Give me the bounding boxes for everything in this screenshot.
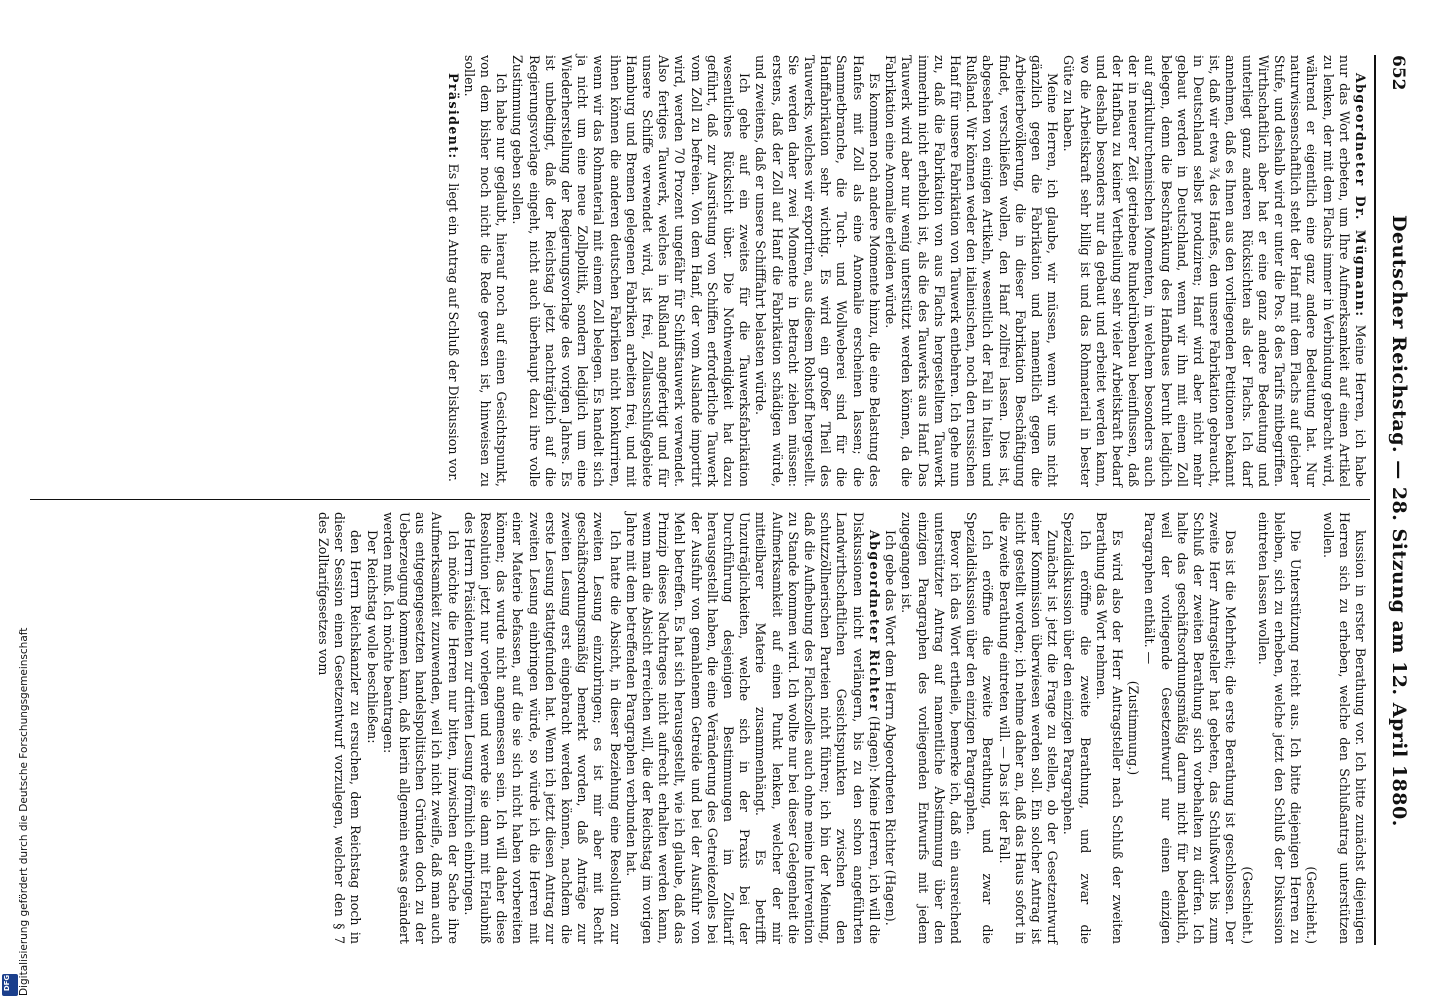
paragraph-text: Bevor ich das Wort ertheile, bemerke ich, daß ein ausreichend unterstützter Antrag auf namentliche Abstimmung über den einzigen Paragraphen des vorliegenden Entwurfs mit jedem zugegangen ist. xyxy=(899,512,963,944)
paragraph-text: Es kommen noch andere Momente hinzu, die eine Belastung des Hanfes mit Zoll als eine Anomalie erscheinen lassen; die Sammetbranche, die Tuch- und Wollweberei sind für die Hanffabrikation sehr wichtig. Es wird ein großer Theil des Tauwerks, welches wir exportiren, aus diesem Rohstoff hergestellt. Sie werden daher zwei Momente in Betracht ziehen müssen: erstens, daß der Zoll auf Hanf die Fabrikation schädigen würde, und zweitens, daß er unsere Schifffahrt belasten würde. xyxy=(753,55,882,487)
paragraph-text: Meine Herren, ich habe nur das Wort erbeten, um Ihre Aufmerksamkeit auf einen Artikel zu lenken, der mit dem Flachs immer in Verbindung gebracht wird, während er eigentlich eine ganz andere Bedeutung hat. Nur naturwissenschaftlich steht der Hanf mit dem Flachs auf gleicher Stufe, und deshalb wird er unter die Pos. 8 des Tarifs mitbegriffen. Wirthschaftlich aber hat er eine ganz andere Bedeutung und unterliegt ganz anderen Rücksichten als der Flachs. Ich darf annehmen, daß es Ihnen aus den vorliegenden Petitionen bekannt ist, daß wir etwa ¾ des Hanfes, den unsere Fabrikation gebraucht, in Deutschland selbst produziren; Hanf wird aber nicht mehr gebaut werden in Deutschland, wenn wir ihn mit einem Zoll belegen, denn die Beschränkung des Hanfbaues beruht lediglich auf agrikulturchemischen Momenten, in welchem besonders auch der in neuerer Zeit getriebene Runkelrübenbau beeinflussen, daß der Hanfbau zu keiner Vertheilung sehr vieler Arbeitskraft bedarf und deshalb besonders nur da gebaut und erbeitet werden kann, wo die Arbeitskraft sehr billig ist und das Rohmaterial in bester Güte zu haben. xyxy=(1061,55,1368,487)
paragraph-text: Ich möchte die Herren nur bitten, inzwischen der Sache ihre Aufmerksamkeit zuzuwenden, weil ich nicht zweifle, daß man auch aus entgegengesetzten handelspolitischen Gründen doch zu der Ueberzeugung kommen kann, daß hierin allgemein etwas geändert werden muß. Ich möchte beantragen: xyxy=(380,512,461,944)
paragraph xyxy=(461,512,623,944)
paragraph-text: (Hagen): Meine Herren, ich will die Diskussionen nicht verlängern, bis zu den schon angeführten Landwirthschaftlichen Gesichtspunkten zwischen den schutzzöllnerischen Parteien nicht führen; ich bin der Meinung, daß die Aufhebung des Flachszolles auch ohne meine Intervention zu Stande kommen wird. Ich wollte nur bei dieser Gelegenheit die Aufmerksamkeit auf einen Punkt lenken, welcher der mir mitteilbarer Materie zusammenhängt. Es betrifft Unzuträglichkeiten, welche sich in der Praxis bei der Durchführung desjenigen Bestimmungen im Zolltarif herausgestellt haben, die eine Veränderung des Getreidezolles bei der Ausfuhr von gemahlenem Getreide und bei der Ausfuhr von Mehl betreffen. Es hat sich herausgestellt, wie ich glaube, daß das Prinzip dieses Nachtrages nicht aufrecht erhalten werden kann, wenn man die Absicht erreichen will, die der Reichstag im vorigen Jahre mit dem betreffenden Paragraphen verbunden hat. xyxy=(623,512,882,944)
paragraph xyxy=(882,512,898,944)
paragraph xyxy=(1319,512,1368,944)
paragraph xyxy=(1141,512,1238,944)
paragraph-text: Es wird also der Herr Antragsteller nach Schluß der zweiten Berathung das Wort nehmen. xyxy=(1093,512,1125,944)
paragraph xyxy=(1255,512,1304,944)
speaker-name: Präsident: xyxy=(445,73,461,160)
paragraph xyxy=(752,55,882,487)
page-header xyxy=(1374,55,1416,945)
paragraph xyxy=(315,512,364,944)
left-column xyxy=(444,55,1368,487)
right-column xyxy=(315,512,1368,944)
paragraph xyxy=(1093,512,1125,944)
paragraph-text: Die Unterstützung reicht aus. Ich bitte diejenigen Herren zu bleiben, sich zu erheben, welche jetzt den Schluß der Diskussion eintreten lassen wollen. xyxy=(1255,512,1304,944)
paragraph xyxy=(623,512,882,944)
paragraph-text: Ich habe nur geglaubt, hierauf noch auf einen Gesichtspunkt, von dem bisher noch nicht die Rede gewesen ist, hinweisen zu sollen. xyxy=(461,55,510,487)
running-head: Deutscher Reichstag. — 28. Sitzung am 12. April 1880. xyxy=(1388,215,1410,827)
paragraph-text: Das ist die Mehrheit; die erste Berathung ist geschlossen. Der zweite Herr Antragsteller hat gebeten, das Schlußwort bis zum Schluß der zweiten Berathung sich vorbehalten zu dürfen. Ich halte das geschäftsordnungsmäßig darum nicht für bedenklich, weil der vorliegende Gesetzentwurf nur einen einzigen Paragraphen enthält. — xyxy=(1142,512,1239,944)
paragraph-text: Ich eröffne die zweite Berathung, und zwar die Spezialdiskussion über den einzigen Paragraphen. xyxy=(964,512,996,944)
paragraph-text: Ich eröffne die zweite Berathung, und zwar die Spezialdiskussion über den einzigen Paragraphen. xyxy=(1061,512,1093,944)
paragraph-text: Es liegt ein Antrag auf Schluß der Diskussion vor. xyxy=(445,163,461,482)
paragraph xyxy=(444,55,460,487)
paragraph-text: (Geschieht.) xyxy=(1239,866,1255,944)
paragraph xyxy=(363,512,379,944)
paragraph xyxy=(461,55,510,487)
paragraph xyxy=(1060,55,1368,487)
paragraph-text: Ich gebe das Wort dem Herrn Abgeordneten Richter (Hagen). xyxy=(883,530,899,926)
page-number: 652 xyxy=(1388,55,1408,91)
credit-text: Digitalisierung gefördert durch die Deutsche Forschungsgemeinschaft xyxy=(18,627,30,996)
digitization-credit xyxy=(4,627,30,996)
paragraph-text: Ich hatte die Absicht, in dieser Beziehung eine Resolution zur zweiten Lesung einzubringen; es ist mir aber mit Recht geschäftsordnungsmäßig bemerkt worden, daß Anträge zur zweiten Lesung erst eingebracht werden können, nachdem die erste Lesung stattgefunden hat. Wenn ich jetzt diesen Antrag zur zweiten Lesung einbringen würde, so würde ich die Herren mit einer Materie befassen, auf die sie sich nicht haben vorbereiten können; das wurde nicht angemessen sein. Ich will daher diese Resolution jetzt nur vorlegen und werde sie dann mit Erlaubniß des Herrn Präsidenten zur dritten Lesung förmlich einbringen. xyxy=(461,512,623,944)
paragraph-text: (Geschieht.) xyxy=(1304,866,1320,944)
paragraph xyxy=(995,512,1060,944)
paragraph-text: Der Reichstag wolle beschließen: xyxy=(364,530,380,744)
paragraph-text: (Zustimmung.) xyxy=(1126,680,1142,776)
paragraph xyxy=(898,512,963,944)
paragraph xyxy=(882,55,1060,487)
paragraph-text: Meine Herren, ich glaube, wir müssen, wenn wir uns nicht gänzlich gegen die Fabrikation und namentlich gegen die Arbeiterbevölkerung, die in dieser Fabrikation Beschäftigung findet, verschließen wollen, den Hanf zollfrei lassen. Dies ist, abgesehen von einigen Artikeln, wesentlich der Fall in Italien und Rußland. Wir können weder den italienischen, noch den russischen Hanf für unsere Fabrikation von Tauwerk entbehren. Ich gehe nun zu, daß die Fabrikation von aus Flachs hergestelltem Tauwerk immerhin nicht erheblich ist, als die des Tauwerks aus Hanf. Das Tauwerk wird aber nur wenig unterstützt werden können, da die Fabrikation eine Anomalie erleiden würde. xyxy=(883,55,1061,487)
paragraph xyxy=(1060,512,1092,944)
speaker-name: Abgeordneter Richter xyxy=(866,530,882,712)
paragraph-text: kussion in erster Berathung vor. Ich bitte zunächst diejenigen Herren sich zu erheben, welche den Schlußantrag unterstützen wollen. xyxy=(1320,512,1368,944)
paragraph xyxy=(380,512,461,944)
speaker-name: Abgeordneter Dr. Mügmann: xyxy=(1353,73,1368,318)
paragraph-text: den Herrn Reichskanzler zu ersuchen, dem Reichstag noch in dieser Session einen Gesetzentwurf vorzulegen, welcher den § 7 des Zolltarifgesetzes vom xyxy=(316,512,364,944)
paragraph xyxy=(963,512,995,944)
paragraph xyxy=(1238,512,1254,944)
paragraph xyxy=(509,55,752,487)
dfg-logo xyxy=(2,974,18,996)
paragraph-text: Ich gehe auf ein zweites für die Tauwerksfabrikation wesentliches Rücksicht über. Die Nothwendigkeit hat dazu geführt, daß zur Ausrüstung von Schiffen erforderliche Tauwerk vom Zoll zu befreien. Von dem Hanf, der vom Auslande importirt wird, werden 70 Prozent ungefähr für Schiffstauwerk verwendet. Also fertiges Tauwerk, welches in Rußland angefertigt und für unsere Schiffe verwendet wird, ist frei, Zollausschlußgebiete Hamburg und Bremen gelegenen Fabriken arbeiten frei, und mit ihnen können die anderen deutschen Fabriken nicht konkurriren, wenn wir das Rohmaterial mit einem Zoll belegen. Es handelt sich ja nicht um eine neue Zollpolitik, sondern lediglich um eine Wiederherstellung der Regierungsvorlage des vorigen Jahres. Es ist unbedingt, daß der Reichstag jetzt nachträglich auf die Regierungsvorlage eingeht, nicht auch überhaupt dazu ihre volle Zustimmung geben sollen. xyxy=(510,55,753,487)
paragraph xyxy=(1125,512,1141,944)
paragraph xyxy=(1303,512,1319,944)
column-divider xyxy=(30,499,1370,500)
paragraph-text: Zunächst ist jetzt die Frage zu stellen, ob der Gesetzentwurf einer Kommission überwiesen werden soll. Ein solcher Antrag ist nicht gestellt worden; ich nehme daher an, daß das Haus sofort in die zweite Berathung eintreten will. — Das ist der Fall. xyxy=(996,512,1061,944)
